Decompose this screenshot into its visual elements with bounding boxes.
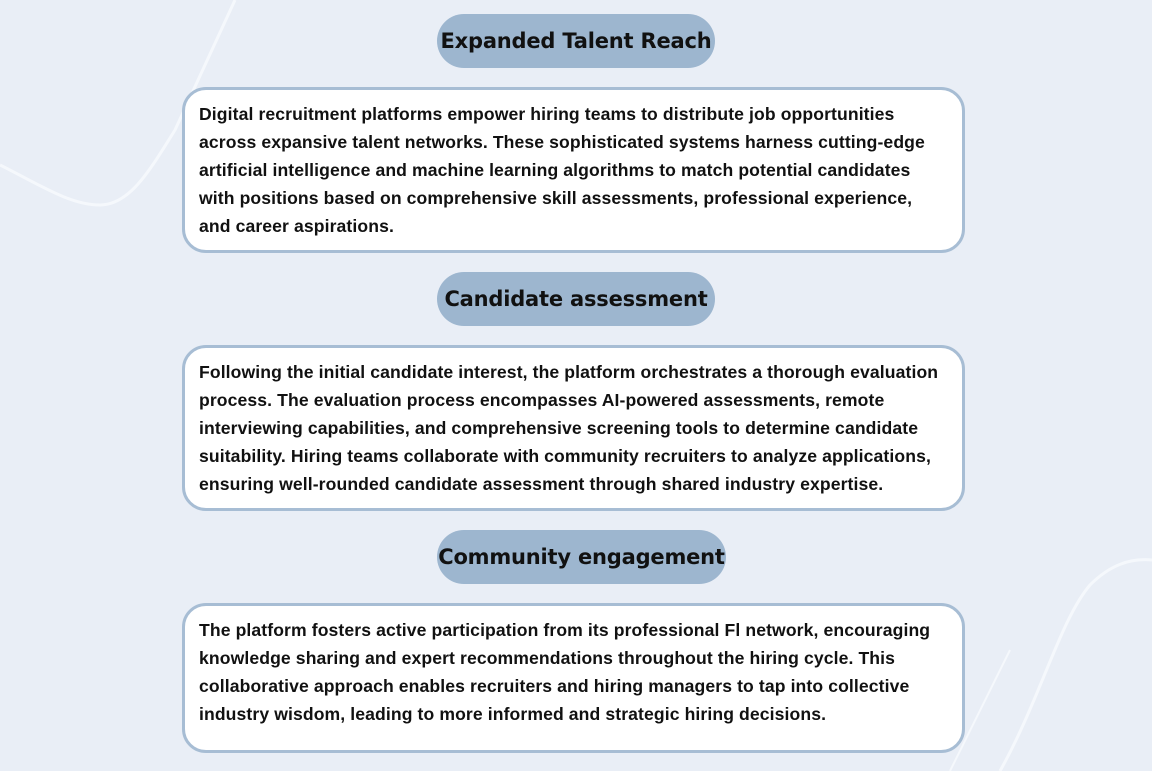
- section-card: [182, 603, 965, 753]
- section-heading-pill: [437, 14, 715, 68]
- section-heading: Community engagement: [438, 545, 725, 569]
- section-heading: Expanded Talent Reach: [440, 29, 712, 53]
- section-card: [182, 87, 965, 253]
- section-body: Digital recruitment platforms empower hiring teams to distribute job opportunities across expansive talent networks. These sophisticated systems harness cutting-edge artificial intelligence and machine learning algorithms to match potential candidates with positions based on comprehensive skill assessments, professional experience, and career aspirations.: [199, 104, 925, 236]
- section-heading-pill: [437, 272, 715, 326]
- section-heading-pill: [437, 530, 726, 584]
- section-card: [182, 345, 965, 511]
- section-body: The platform fosters active participation from its professional Fl network, encouraging knowledge sharing and expert recommendations throughout the hiring cycle. This collaborative approach enables recruiters and hiring managers to tap into collective industry wisdom, leading to more informed and strategic hiring decisions.: [199, 620, 931, 724]
- section-body: Following the initial candidate interest, the platform orchestrates a thorough evaluation process. The evaluation process encompasses AI-powered assessments, remote interviewing capabilities, and comprehensive screening tools to determine candidate suitability. Hiring teams collaborate with community recruiters to analyze applications, ensuring well-rounded candidate assessment through shared industry expertise.: [199, 362, 939, 494]
- section-heading: Candidate assessment: [444, 287, 708, 311]
